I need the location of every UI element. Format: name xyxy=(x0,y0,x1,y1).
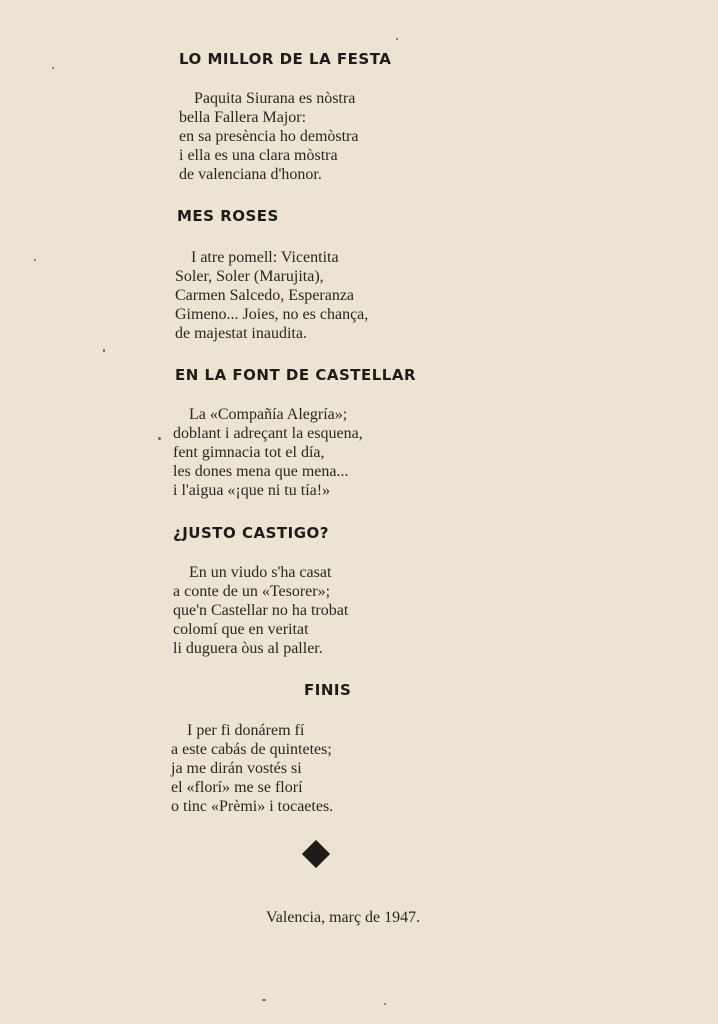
section-title-justo-castigo: ¿JUSTO CASTIGO? xyxy=(173,524,329,542)
paper-speck xyxy=(396,38,398,40)
stanza-finis xyxy=(171,721,333,816)
verse-line: li duguera òus al paller. xyxy=(173,640,323,657)
verse-line: o tinc «Prèmi» i tocaetes. xyxy=(171,798,334,815)
paper-speck xyxy=(103,349,105,352)
stanza-mes-roses xyxy=(175,248,368,343)
verse-line: bella Fallera Major: xyxy=(179,109,307,126)
paper-speck xyxy=(34,259,36,261)
verse-line: Gimeno... Joies, no es chança, xyxy=(175,306,369,323)
verse-line: i ella es una clara mòstra xyxy=(179,147,338,164)
paper-speck xyxy=(52,67,54,69)
verse-line: en sa presència ho demòstra xyxy=(179,128,359,145)
section-title-en-la-font-de-castellar: EN LA FONT DE CASTELLAR xyxy=(175,366,417,384)
verse-line: La «Compañía Alegría»; xyxy=(189,406,348,423)
verse-line: les dones mena que mena... xyxy=(173,463,349,480)
place-date-line: Valencia, març de 1947. xyxy=(266,909,421,926)
verse-line: i l'aigua «¡que ni tu tía!» xyxy=(173,482,331,499)
verse-line: el «florí» me se florí xyxy=(171,779,303,796)
verse-line: I per fi donárem fí xyxy=(187,722,305,739)
verse-line: Paquita Siurana es nòstra xyxy=(194,90,356,107)
verse-line: a este cabás de quintetes; xyxy=(171,741,332,758)
verse-line: Carmen Salcedo, Esperanza xyxy=(175,287,355,304)
section-title-lo-millor-de-la-festa: LO MILLOR DE LA FESTA xyxy=(179,50,392,68)
paper-speck xyxy=(262,999,266,1001)
verse-line: I atre pomell: Vicentita xyxy=(191,249,339,266)
section-title-finis: FINIS xyxy=(304,681,352,699)
stanza-lo-millor-de-la-festa xyxy=(179,89,358,184)
verse-line: doblant i adreçant la esquena, xyxy=(173,425,363,442)
verse-line: de majestat inaudita. xyxy=(175,325,307,342)
verse-line: de valenciana d'honor. xyxy=(179,166,322,183)
verse-line: a conte de un «Tesorer»; xyxy=(173,583,331,600)
stanza-justo-castigo xyxy=(173,563,348,658)
verse-line: ja me dirán vostés si xyxy=(171,760,302,777)
verse-line: En un viudo s'ha casat xyxy=(189,564,332,581)
paper-speck xyxy=(158,437,161,440)
paper-speck xyxy=(384,1003,386,1005)
stanza-en-la-font-de-castellar xyxy=(173,405,363,500)
verse-line: fent gimnacia tot el día, xyxy=(173,444,325,461)
diamond-ornament-icon xyxy=(302,840,330,868)
verse-line: colomí que en veritat xyxy=(173,621,309,638)
verse-line: que'n Castellar no ha trobat xyxy=(173,602,349,619)
verse-line: Soler, Soler (Marujita), xyxy=(175,268,324,285)
section-title-mes-roses: MES ROSES xyxy=(177,207,279,225)
